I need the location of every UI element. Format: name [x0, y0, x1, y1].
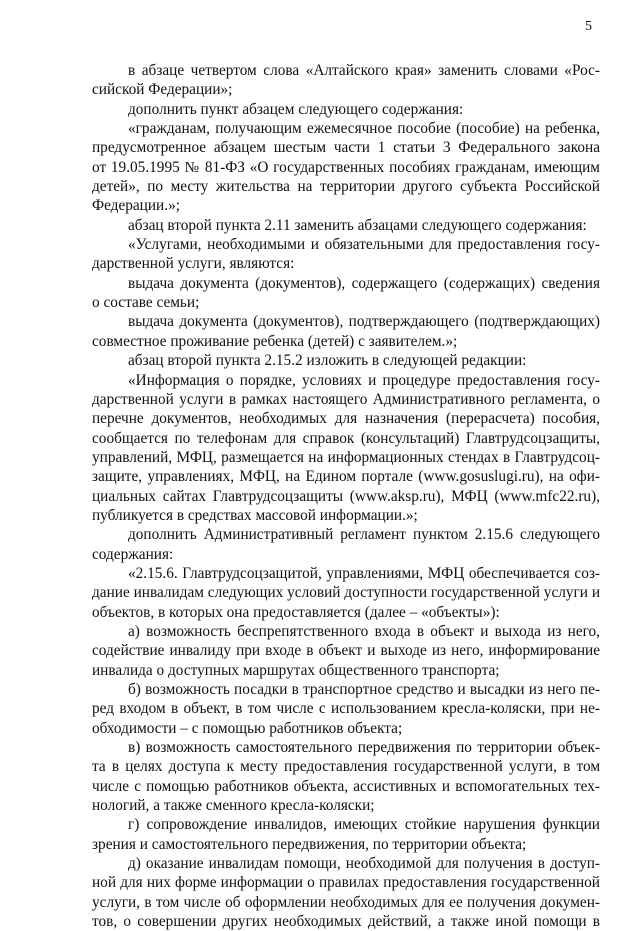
text-line: дополнить пункт абзацем следующего содержания:	[128, 100, 464, 118]
text-line: «2.15.6. Главтрудсоцзащитой, управлениями, МФЦ обеспечивается соз-	[128, 564, 600, 582]
text-line: детей», по месту жительства на территории другого субъекта Российской	[92, 178, 600, 196]
text-line: дание инвалидам следующих условий доступности государственной услуги и	[92, 584, 600, 602]
text-line: дарственной услуги, являются:	[92, 255, 295, 273]
text-line: Федерации.»;	[92, 197, 180, 215]
text-line: дарственной услуги в рамках настоящего Административного регламента, о	[92, 390, 600, 408]
text-line: выдача документа (документов), содержащего (содержащих) сведения	[128, 274, 600, 292]
text-line: «Информация о порядке, условиях и процедуре предоставления госу-	[128, 371, 600, 389]
text-line: содержания:	[92, 545, 174, 563]
text-line: перечне документов, необходимых для назначения (перерасчета) пособия,	[92, 410, 600, 428]
text-line: публикуется в средствах массовой информации.»;	[92, 506, 418, 524]
text-line: содействие инвалиду при входе в объект и выходе из него, информирование	[92, 642, 600, 660]
text-line: зрения и самостоятельного передвижения, по территории объекта;	[92, 835, 527, 853]
text-line: в) возможность самостоятельного передвижения по территории объек-	[128, 739, 600, 757]
text-line: абзац второй пункта 2.15.2 изложить в следующей редакции:	[128, 352, 527, 370]
text-line: дополнить Административный регламент пунктом 2.15.6 следующего	[128, 526, 600, 544]
text-line: та в целях доступа к месту предоставления государственной услуги, в том	[92, 758, 600, 776]
text-line: защите, управлениях, МФЦ, на Едином портале (www.gosuslugi.ru), на офи-	[92, 468, 600, 486]
text-line: в абзаце четвертом слова «Алтайского края» заменить словами «Рос-	[128, 62, 600, 79]
text-line: г) сопровождение инвалидов, имеющих стойкие нарушения функции	[128, 816, 600, 834]
text-line: а) возможность беспрепятственного входа в объект и выхода из него,	[128, 622, 600, 640]
text-line: д) оказание инвалидам помощи, необходимой для получения в доступ-	[128, 855, 600, 873]
text-line: предусмотренное абзацем шестым части 1 статьи 3 Федерального закона	[92, 139, 600, 157]
text-line: сийской Федерации»;	[92, 81, 233, 99]
text-line: циальных сайтах Главтрудсоцзащиты (www.aksp.ru), МФЦ (www.mfc22.ru),	[92, 487, 600, 505]
text-line: управлений, МФЦ, размещается на информационных стендах в Главтрудсоц-	[92, 448, 600, 466]
text-line: ред входом в объект, в том числе с использованием кресла-коляски, при не-	[92, 700, 600, 718]
text-line: объектов, в которых она предоставляется (далее – «объекты»):	[92, 603, 500, 621]
text-line: совместное проживание ребенка (детей) с заявителем.»;	[92, 332, 458, 350]
text-line: обходимости – с помощью работников объекта;	[92, 719, 403, 737]
text-line: числе с помощью работников объекта, ассистивных и вспомогательных тех-	[92, 777, 600, 795]
text-line: от 19.05.1995 № 81-ФЗ «О государственных пособиях гражданам, имеющим	[92, 158, 600, 176]
text-line: инвалида о доступных маршрутах общественного транспорта;	[92, 661, 500, 679]
document-body	[92, 61, 600, 931]
text-line: «Услугами, необходимыми и обязательными для предоставления госу-	[128, 236, 600, 254]
text-line: услуги, в том числе об оформлении необходимых для ее получения докумен-	[92, 893, 600, 911]
text-line: тов, о совершении других необходимых действий, а также иной помощи в	[92, 913, 600, 931]
text-line: сообщается по телефонам для справок (консультаций) Главтрудсоцзащиты,	[92, 429, 600, 447]
text-line: о составе семьи;	[92, 294, 200, 312]
text-line: нологий, а также сменного кресла-коляски;	[92, 797, 375, 815]
text-line: б) возможность посадки в транспортное средство и высадки из него пе-	[128, 681, 600, 698]
text-line: «гражданам, получающим ежемесячное пособие (пособие) на ребенка,	[128, 120, 600, 138]
page-number: 5	[585, 19, 592, 34]
text-line: абзац второй пункта 2.11 заменить абзацами следующего содержания:	[128, 216, 587, 234]
text-line: выдача документа (документов), подтверждающего (подтверждающих)	[128, 313, 600, 331]
text-line: ной для них форме информации о правилах предоставления государственной	[92, 874, 600, 892]
